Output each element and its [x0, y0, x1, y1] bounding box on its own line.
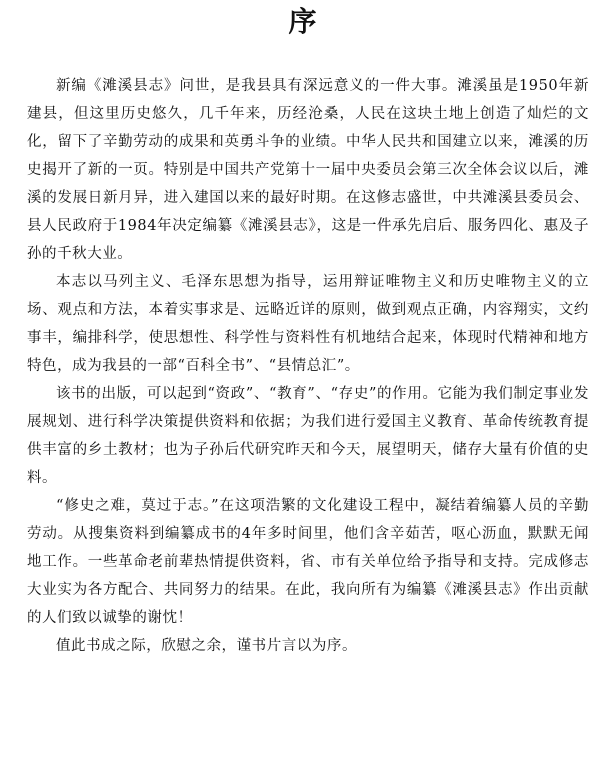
paragraph-3: 该书的出版，可以起到“资政”、“教育”、“存史”的作用。它能为我们制定事业发展规划、进行科学决策提供资料和依据；为我们进行爱国主义教育、革命传统教育提供丰富的乡土教材；也为子孙后代研究昨天和今天，展望明天，储存大量有价值的史料。 [27, 386, 589, 486]
paragraph-1: 新编《滩溪县志》问世，是我县具有深远意义的一件大事。滩溪虽是1950年新建县，但这里历史悠久，几千年来，历经沧桑，人民在这块土地上创造了灿烂的文化，留下了辛勤劳动的成果和英勇斗争的业绩。中华人民共和国建立以来，滩溪的历史揭开了新的一页。特别是中国共产党第十一届中央委员会第三次全体会议以后，滩溪的发展日新月异，进入建国以来的最好时期。在这修志盛世，中共滩溪县委员会、县人民政府于1984年决定编纂《滩溪县志》，这是一件承先启后、服务四化、惠及子孙的千秋大业。 [27, 78, 589, 262]
paragraph-5: 值此书成之际，欣慰之余，谨书片言以为序。 [56, 638, 357, 654]
paragraph-4: “修史之难，莫过于志。”在这项浩繁的文化建设工程中，凝结着编纂人员的辛勤劳动。从搜集资料到编纂成书的4年多时间里，他们含辛茹苦，呕心沥血，默默无闻地工作。一些革命老前辈热情提供资料，省、市有关单位给予指导和支持。完成修志大业实为各方配合、共同努力的结果。在此，我向所有为编纂《滩溪县志》作出贡献的人们致以诚挚的谢忱！ [27, 498, 589, 626]
preface-body [27, 72, 589, 660]
paragraph-2: 本志以马列主义、毛泽东思想为指导，运用辩证唯物主义和历史唯物主义的立场、观点和方法，本着实事求是、远略近详的原则，做到观点正确，内容翔实，文约事丰，编排科学，使思想性、科学性与资料性有机地结合起来，体现时代精神和地方特色，成为我县的一部“百科全书”、“县情总汇”。 [27, 274, 589, 374]
page-title: 序 [288, 5, 319, 38]
